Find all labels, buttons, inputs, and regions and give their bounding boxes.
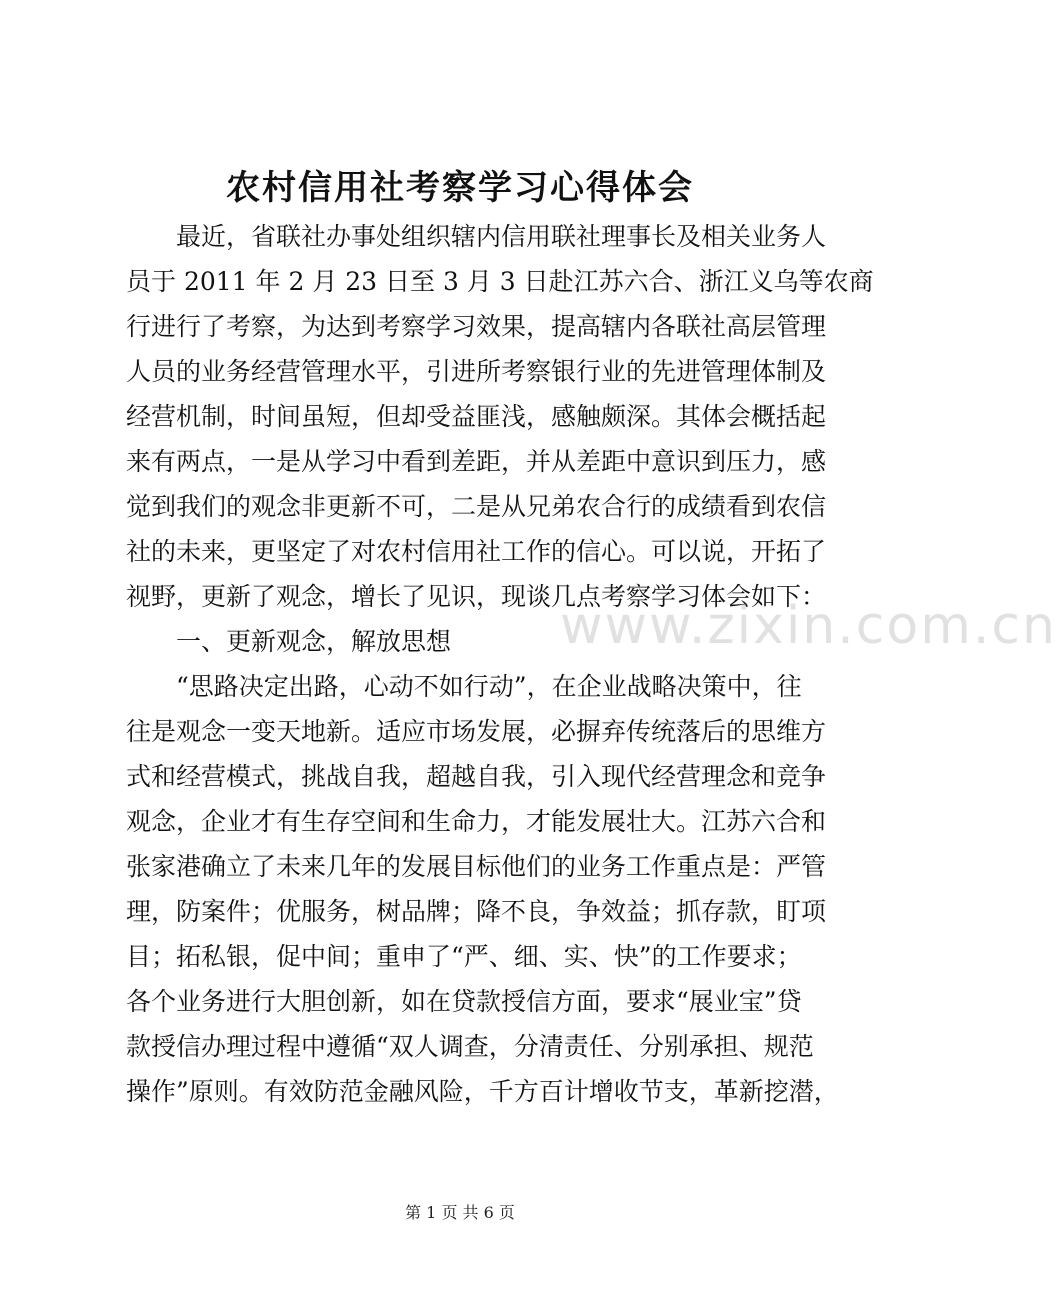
paragraph-line: 操作”原则。有效防范金融风险，千方百计增收节支，革新挖潜， bbox=[126, 1077, 839, 1106]
paragraph-line: 理，防案件；优服务，树品牌；降不良，争效益；抓存款，盯项 bbox=[126, 897, 827, 926]
paragraph-line: 视野，更新了观念，增长了见识，现谈几点考察学习体会如下： bbox=[126, 582, 827, 611]
document-title: 农村信用社考察学习心得体会 bbox=[226, 168, 694, 208]
paragraph-line: 目；拓私银，促中间；重申了“严、细、实、快”的工作要求； bbox=[126, 942, 802, 971]
paragraph-line: 行进行了考察，为达到考察学习效果，提高辖内各联社高层管理 bbox=[126, 312, 827, 341]
page-footer: 第 1 页 共 6 页 bbox=[405, 1203, 515, 1222]
paragraph-line: 往是观念一变天地新。适应市场发展，必摒弃传统落后的思维方 bbox=[126, 717, 827, 746]
paragraph-line: 最近，省联社办事处组织辖内信用联社理事长及相关业务人 bbox=[176, 222, 827, 251]
paragraph-line: 觉到我们的观念非更新不可，二是从兄弟农合行的成绩看到农信 bbox=[126, 492, 827, 521]
paragraph-line: 人员的业务经营管理水平，引进所考察银行业的先进管理体制及 bbox=[126, 357, 827, 386]
paragraph-line: 观念，企业才有生存空间和生命力，才能发展壮大。江苏六合和 bbox=[126, 807, 827, 836]
watermark-text: www.zixin.com.cn bbox=[560, 596, 1057, 656]
paragraph-line: “思路决定出路，心动不如行动”，在企业战略决策中，往 bbox=[176, 672, 802, 701]
paragraph-line: 来有两点，一是从学习中看到差距，并从差距中意识到压力，感 bbox=[126, 447, 827, 476]
section-heading: 一、更新观念，解放思想 bbox=[176, 627, 452, 656]
paragraph-line: 经营机制，时间虽短，但却受益匪浅，感触颇深。其体会概括起 bbox=[126, 402, 827, 431]
paragraph-line: 员于 2011 年 2 月 23 日至 3 月 3 日赴江苏六合、浙江义乌等农商 bbox=[126, 267, 874, 296]
paragraph-line: 各个业务进行大胆创新，如在贷款授信方面，要求“展业宝”贷 bbox=[126, 987, 802, 1016]
paragraph-line: 式和经营模式，挑战自我，超越自我，引入现代经营理念和竞争 bbox=[126, 762, 827, 791]
paragraph-line: 张家港确立了未来几年的发展目标他们的业务工作重点是：严管 bbox=[126, 852, 827, 881]
paragraph-line: 社的未来，更坚定了对农村信用社工作的信心。可以说，开拓了 bbox=[126, 537, 827, 566]
paragraph-line: 款授信办理过程中遵循“双人调查，分清责任、分别承担、规范 bbox=[126, 1032, 814, 1061]
